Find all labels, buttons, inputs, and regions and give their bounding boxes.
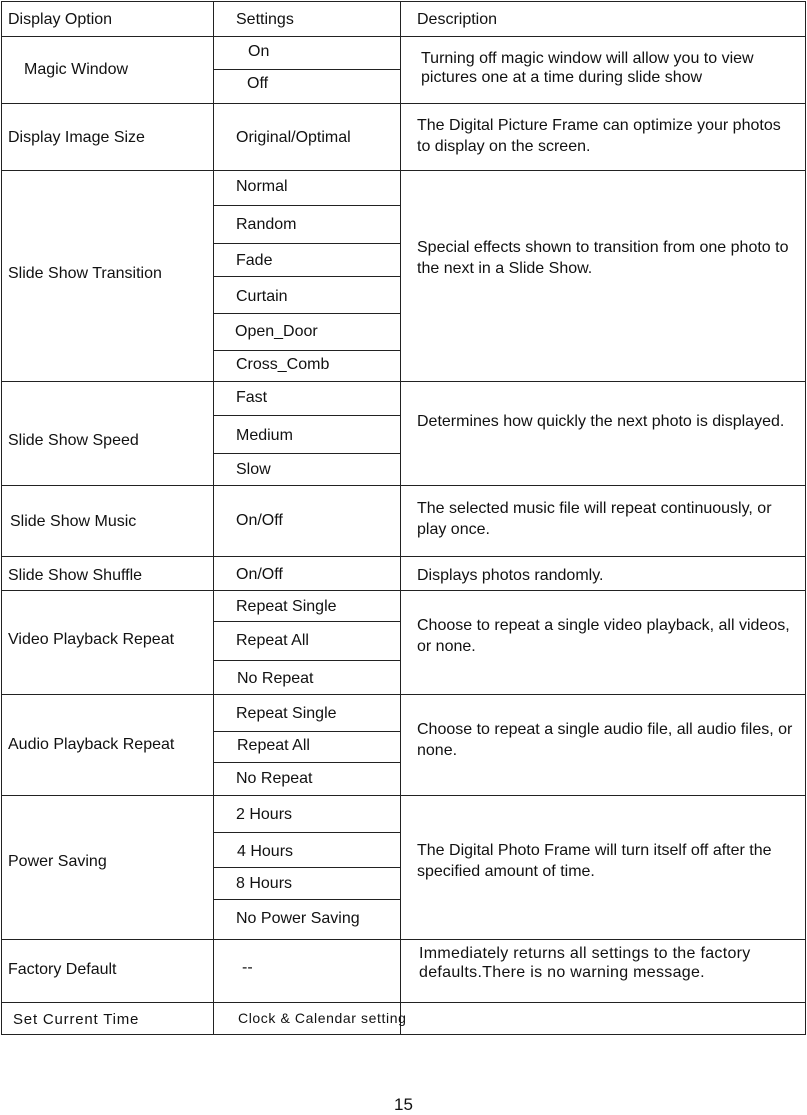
option-label: Slide Show Transition [8,265,162,282]
option-label: Audio Playback Repeat [8,736,175,753]
table-row [1,37,806,104]
setting-item: Fast [236,389,268,406]
setting-item: No Power Saving [236,910,360,927]
option-label: Slide Show Shuffle [8,567,143,584]
setting-item: On/Off [236,566,283,583]
setting-item: Random [236,216,297,233]
table-row [1,591,806,695]
setting-item: 4 Hours [237,843,294,860]
description-text: The Digital Picture Frame can optimize your photos to display on the screen. [417,117,781,155]
header-description: Description [417,11,498,28]
setting-item: Fade [236,252,273,269]
table-row [1,796,806,940]
table-row [1,557,806,591]
setting-item: Cross_Comb [236,356,330,373]
setting-item: 2 Hours [236,806,293,823]
option-label: Magic Window [24,61,129,78]
description-text: Turning off magic window will allow you to view pictures one at a time during slide show [421,50,754,86]
setting-item: Repeat Single [236,598,337,615]
setting-item: Slow [236,461,271,478]
setting-item: Off [247,75,269,92]
setting-item: On [248,43,270,60]
description-text: Choose to repeat a single video playback, all videos, or none. [417,617,790,655]
description-text: Special effects shown to transition from one photo to the next in a Slide Show. [417,239,789,277]
table-row [1,104,806,171]
table-row [1,940,806,1003]
option-label: Factory Default [8,961,117,978]
setting-item: -- [242,959,253,976]
setting-item: Repeat Single [236,705,337,722]
description-text: Displays photos randomly. [417,567,604,584]
setting-item: No Repeat [237,670,314,687]
setting-item: Medium [236,427,293,444]
description-text: Determines how quickly the next photo is displayed. [417,413,785,430]
page-number: 15 [394,1095,413,1114]
setting-item: Repeat All [237,737,310,754]
table-row [1,486,806,557]
option-label: Display Image Size [8,129,145,146]
option-label: Set Current Time [13,1011,140,1028]
description-text: Immediately returns all settings to the factory defaults.There is no warning message. [419,945,751,981]
header-settings: Settings [236,11,294,28]
option-label: Power Saving [8,853,107,870]
description-text: The Digital Photo Frame will turn itself off after the specified amount of time. [417,842,772,880]
table-row [1,171,806,382]
settings-table [1,1,806,1035]
option-label: Slide Show Speed [8,432,139,449]
option-label: Slide Show Music [10,513,137,530]
header-display-option: Display Option [8,11,113,28]
description-text: Choose to repeat a single audio file, all audio files, or none. [417,721,793,759]
setting-item: Repeat All [236,632,309,649]
table-row [1,695,806,796]
option-label: Video Playback Repeat [8,631,175,648]
table-row [1,382,806,486]
description-text: The selected music file will repeat continuously, or play once. [417,500,772,538]
setting-item: Original/Optimal [236,129,351,146]
setting-item: Curtain [236,288,288,305]
setting-item: 8 Hours [236,875,293,892]
setting-item: Clock & Calendar setting [238,1010,407,1026]
setting-item: Open_Door [235,323,318,340]
table-row [1,1003,806,1035]
setting-item: Normal [236,178,288,195]
setting-item: On/Off [236,512,283,529]
setting-item: No Repeat [236,770,313,787]
table-header-row [1,1,806,37]
